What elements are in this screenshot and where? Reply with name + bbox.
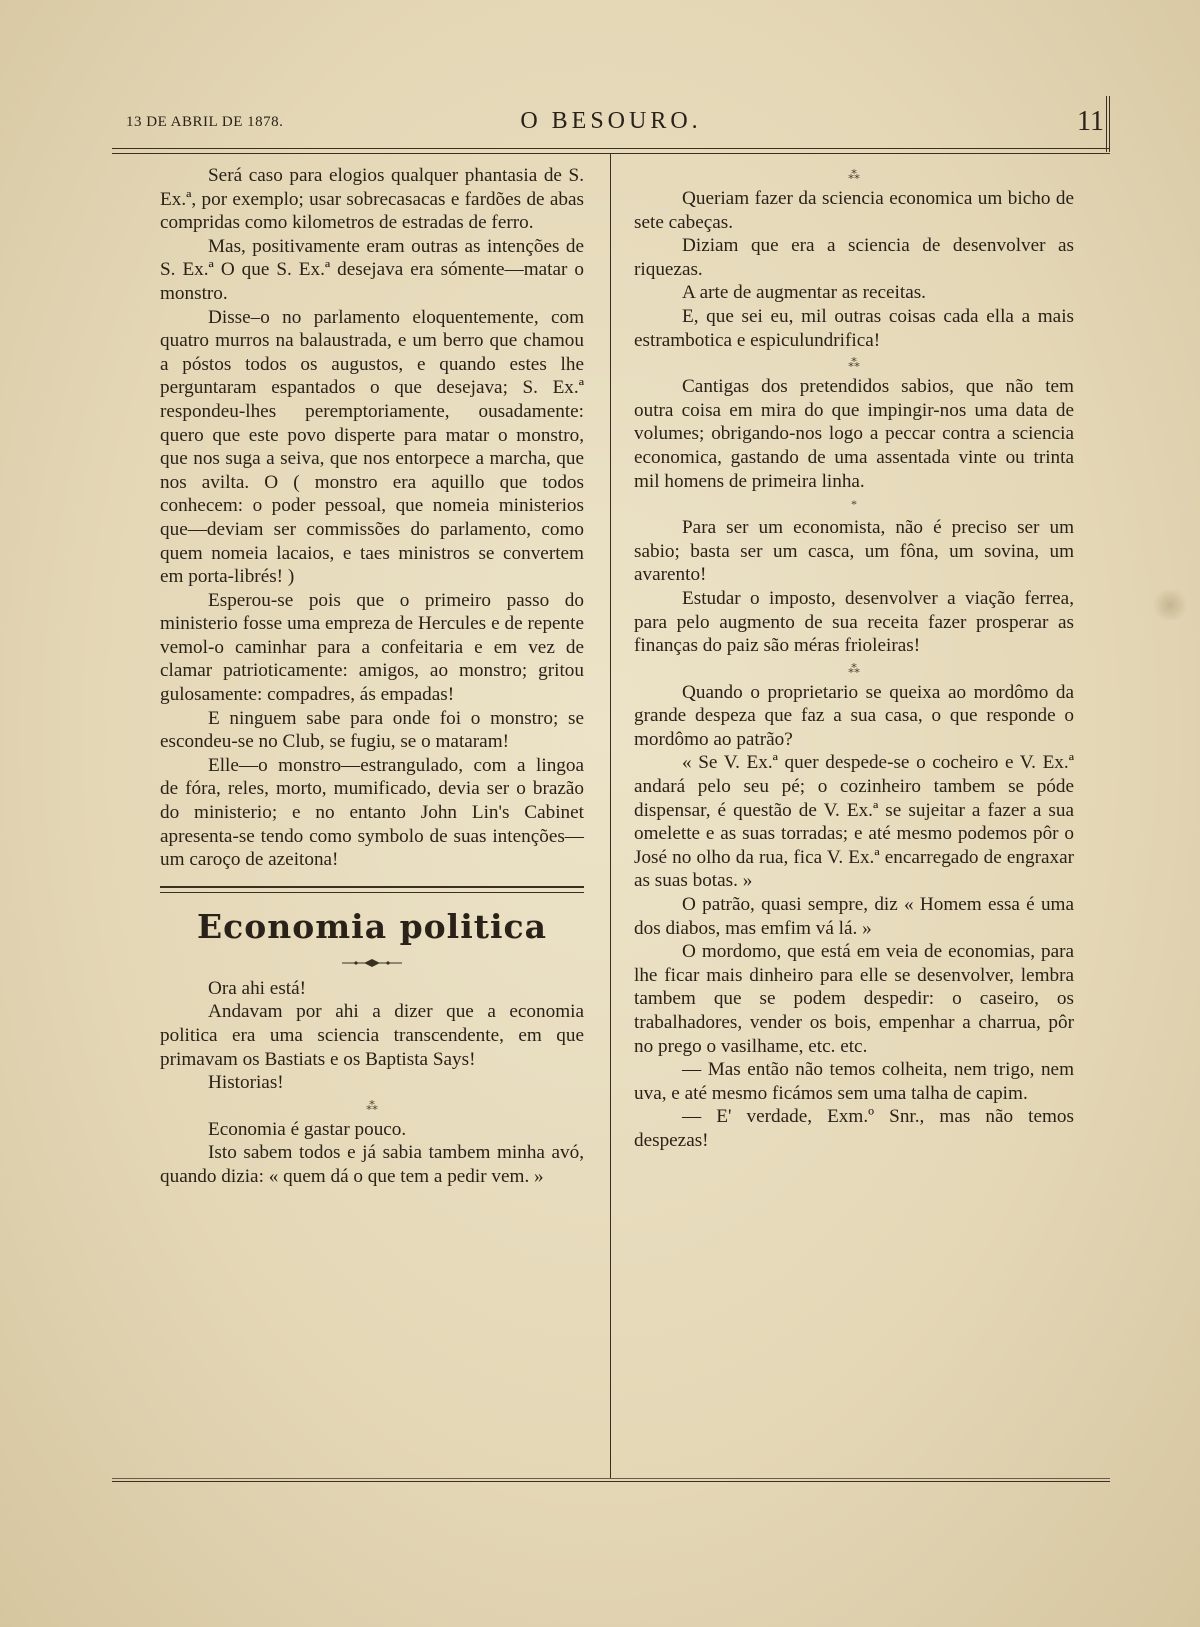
paragraph: Mas, positivamente eram outras as intenções de S. Ex.ª O que S. Ex.ª desejava era sómente—matar o monstro.: [160, 235, 584, 304]
asterism-icon: *: [851, 497, 857, 512]
paragraph: Será caso para elogios qualquer phantasia de S. Ex.ª, por exemplo; usar sobrecasacas e fardões de abas compridas como kilometros de estradas de ferro.: [160, 165, 584, 234]
paragraph: E, que sei eu, mil outras coisas cada ella a mais estrambotica e espiculundrifica!: [634, 305, 1074, 351]
paragraph: Estudar o imposto, desenvolver a viação ferrea, para pelo augmento de sua receita fazer prosperar as finanças do paiz são méras frioleiras!: [634, 587, 1074, 657]
paragraph: O patrão, quasi sempre, diz « Homem essa é uma dos diabos, mas emfim vá lá. »: [634, 894, 1074, 939]
paragraph: Esperou-se pois que o primeiro passo do ministerio fosse uma empreza de Hercules e de repente vemol-o caminhar para a confeitaria e em vez de clamar patrioticamente: amigos, ao monstro; gritou gulosamente: compadres, ás empadas!: [160, 589, 584, 706]
paragraph: Quando o proprietario se queixa ao mordômo da grande despeza que faz a sua casa, o que responde o mordômo ao patrão?: [634, 681, 1074, 750]
paragraph: Isto sabem todos e já sabia tambem minha avó, quando dizia: « quem dá o que tem a pedir vem. »: [160, 1142, 584, 1187]
asterism-icon: ⁂: [848, 661, 860, 676]
paragraph: Queriam fazer da sciencia economica um bicho de sete cabeças.: [634, 188, 1074, 233]
asterism-icon: ⁂: [848, 356, 860, 371]
paper-stain: [1150, 590, 1190, 620]
paragraph: O mordomo, que está em veia de economias, para lhe ficar mais dinheiro para elle se desenvolver, lembra tambem que se podem despedir: o caseiro, os trabalhadores, vender os bois, empenhar a charrua, pôr no prego o vasilhame, etc. etc.: [634, 941, 1074, 1057]
asterism-icon: ⁂: [848, 168, 860, 182]
section-title: Economia politica: [197, 906, 547, 946]
ornament-icon: [160, 953, 584, 973]
paragraph: Para ser um economista, não é preciso ser um sabio; basta ser um casca, um fôna, um sovina, um avarento!: [634, 517, 1074, 586]
asterism-icon: ⁂: [366, 1098, 378, 1113]
paragraph: E ninguem sabe para onde foi o monstro; se escondeu-se no Club, se fugiu, se o mataram!: [160, 707, 584, 753]
paragraph: Historias!: [208, 1072, 284, 1094]
paragraph: Disse–o no parlamento eloquentemente, com quatro murros na balaustrada, e um berro que chamou a póstos todos os augustos, e quando estes lhe perguntaram espantados o que desejava; S. Ex.ª respondeu-lhes peremptoriamente, ousadamente: quero que este povo disperte para matar o monstro, que nos suga a seiva, que nos entorpece a marcha, que nos avilta. O ( monstro era aquillo que todos conhecem: o poder pessoal, que nomeia ministerios que—deviam ser commissões do parlamento, como quem nomeia lacaios, e taes ministros se convertem em porta-librés! ): [160, 306, 584, 588]
paragraph: Economia é gastar pouco.: [208, 1118, 407, 1140]
section-divider-rule: [160, 886, 584, 893]
masthead-title: O BESOURO.: [520, 108, 702, 134]
paragraph: Ora ahi está!: [208, 977, 307, 999]
left-column: [160, 164, 584, 1189]
header-rule: [112, 148, 1110, 154]
footer-rule: [112, 1478, 1110, 1482]
page-number: 11: [1077, 106, 1104, 137]
paragraph: Andavam por ahi a dizer que a economia politica era uma sciencia transcendente, em que primavam os Bastiats e os Baptista Says!: [160, 1001, 584, 1070]
paragraph: « Se V. Ex.ª quer despede-se o cocheiro e V. Ex.ª andará pelo seu pé; o cozinheiro tambem se póde dispensar, é questão de V. Ex.ª se sujeitar a fazer a sua omelette e as suas torradas; e até mesmo podemos pôr o José no olho da rua, fica V. Ex.ª encarregado de engraxar as suas botas. »: [634, 752, 1074, 892]
paragraph: Cantigas dos pretendidos sabios, que não tem outra coisa em mira do que impingir-nos uma data de volumes; obrigando-nos logo a peccar contra a sciencia economica, gastando de uma assentada vinte ou trinta mil homens de primeira linha.: [634, 376, 1074, 492]
page-header: [112, 100, 1110, 150]
paragraph: Diziam que era a sciencia de desenvolver as riquezas.: [634, 235, 1074, 280]
page-frame: [112, 100, 1110, 1480]
paragraph: — E' verdade, Exm.º Snr., mas não temos despezas!: [634, 1106, 1074, 1151]
header-date: 13 DE ABRIL DE 1878.: [126, 114, 284, 130]
header-right-border: [1106, 96, 1110, 152]
paragraph: Elle—o monstro—estrangulado, com a lingoa de fóra, reles, morto, mumificado, devia ser o brazão do ministerio; e no entanto John Lin's Cabinet apresenta-se tendo como symbolo de suas intenções—um caroço de azeitona!: [160, 754, 584, 871]
right-column: [634, 164, 1074, 1153]
paragraph: A arte de augmentar as receitas.: [682, 282, 926, 304]
paragraph: — Mas então não temos colheita, nem trigo, nem uva, e até mesmo ficámos sem uma talha de capim.: [634, 1059, 1074, 1104]
column-divider: [610, 154, 611, 1478]
